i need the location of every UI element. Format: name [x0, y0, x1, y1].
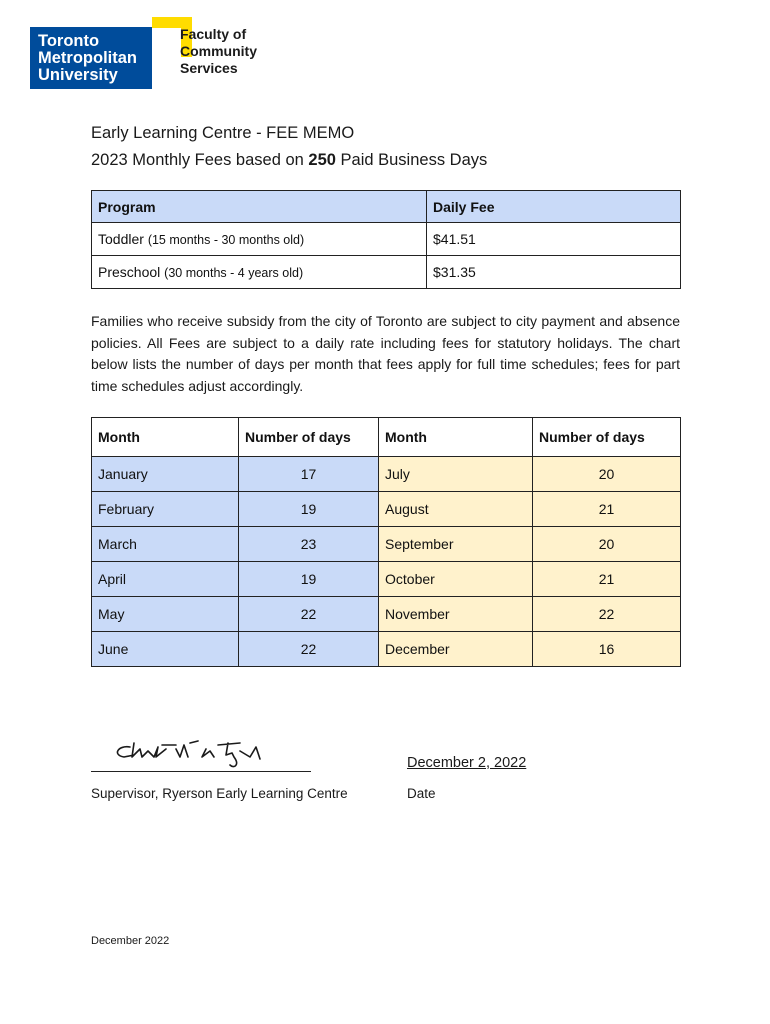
month-cell: April	[92, 562, 239, 597]
table-header-row	[92, 418, 681, 457]
fee-table	[91, 190, 681, 289]
logo-line: University	[38, 66, 118, 84]
month-cell: December	[379, 632, 533, 667]
month-cell: May	[92, 597, 239, 632]
month-cell: January	[92, 457, 239, 492]
program-name: Toddler	[98, 231, 144, 247]
days-cell: 22	[239, 632, 379, 667]
faculty-line: Services	[180, 60, 238, 76]
days-cell: 21	[533, 562, 681, 597]
column-header: Month	[379, 418, 533, 457]
month-cell: September	[379, 527, 533, 562]
column-header: Daily Fee	[427, 191, 681, 223]
policy-paragraph: Families who receive subsidy from the city of Toronto are subject to city payment and absence policies. All Fees are subject to a daily rate including fees for statutory holidays. The chart below lists the number of days per month that fees apply for full time schedules; fees for part time schedules adjust accordingly.	[91, 313, 680, 394]
signature-line	[91, 771, 311, 772]
month-cell: February	[92, 492, 239, 527]
column-header: Number of days	[239, 418, 379, 457]
table-row	[92, 223, 681, 256]
column-header: Program	[92, 191, 427, 223]
days-cell: 20	[533, 527, 681, 562]
month-cell: November	[379, 597, 533, 632]
month-cell: October	[379, 562, 533, 597]
title-prefix: 2023 Monthly Fees based on	[91, 151, 309, 169]
month-cell: March	[92, 527, 239, 562]
logo-wordmark	[30, 27, 152, 89]
table-header-row	[92, 191, 681, 223]
days-cell: 16	[533, 632, 681, 667]
program-age: (15 months - 30 months old)	[147, 233, 305, 247]
month-cell: June	[92, 632, 239, 667]
program-name: Preschool	[98, 264, 161, 280]
table-row	[92, 492, 681, 527]
fee-cell: $41.51	[427, 223, 681, 256]
program-age: (30 months - 4 years old)	[164, 266, 304, 280]
program-cell	[92, 256, 427, 289]
days-cell: 19	[239, 492, 379, 527]
date-label: Date	[407, 786, 436, 801]
faculty-line: Community	[180, 43, 257, 59]
signature-date: December 2, 2022	[407, 755, 527, 771]
handwritten-signature	[110, 735, 280, 771]
days-cell: 22	[533, 597, 681, 632]
university-logo	[30, 17, 280, 89]
footer-date: December 2022	[91, 935, 170, 947]
faculty-name	[180, 26, 257, 77]
days-cell: 23	[239, 527, 379, 562]
memo-title	[91, 120, 487, 174]
table-row	[92, 457, 681, 492]
logo-line: Toronto	[38, 32, 100, 50]
month-cell: August	[379, 492, 533, 527]
faculty-line: Faculty of	[180, 26, 247, 42]
signature-label: Supervisor, Ryerson Early Learning Centre	[91, 786, 348, 801]
business-days-count: 250	[308, 151, 336, 169]
days-table	[91, 417, 681, 667]
column-header: Month	[92, 418, 239, 457]
days-cell: 20	[533, 457, 681, 492]
table-row	[92, 256, 681, 289]
table-row	[92, 562, 681, 597]
days-cell: 19	[239, 562, 379, 597]
program-cell	[92, 223, 427, 256]
memo-title-line1: Early Learning Centre - FEE MEMO	[91, 124, 355, 142]
days-cell: 17	[239, 457, 379, 492]
days-cell: 21	[533, 492, 681, 527]
fee-cell: $31.35	[427, 256, 681, 289]
days-cell: 22	[239, 597, 379, 632]
table-row	[92, 527, 681, 562]
logo-line: Metropolitan	[38, 49, 137, 67]
memo-title-line2	[91, 147, 487, 174]
month-cell: July	[379, 457, 533, 492]
title-suffix: Paid Business Days	[335, 151, 488, 169]
column-header: Number of days	[533, 418, 681, 457]
table-row	[92, 597, 681, 632]
table-row	[92, 632, 681, 667]
